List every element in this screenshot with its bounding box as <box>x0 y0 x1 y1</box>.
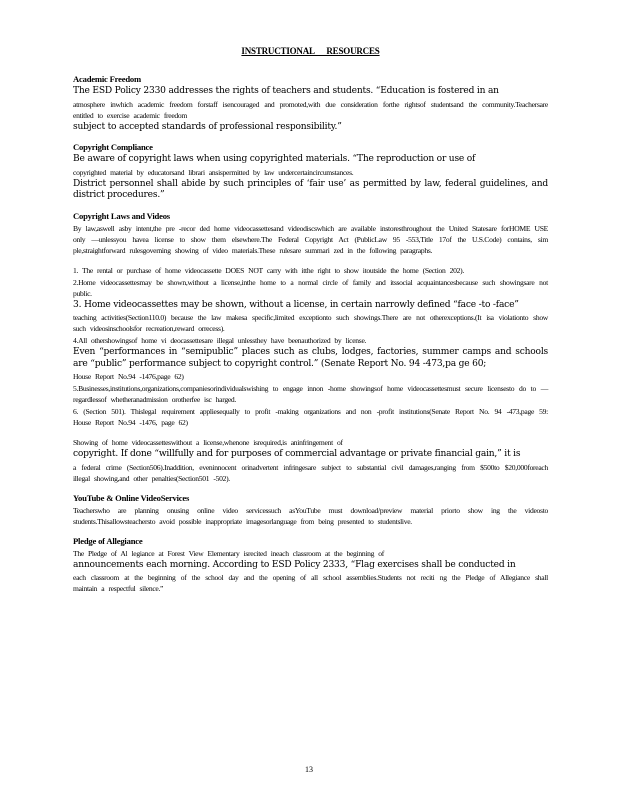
section-heading: Copyright Compliance <box>73 142 153 152</box>
paragraph-text: By law,aswell asby intent,the pre -recor ded home videocassettesand videodiscswhich are available instoresthroughout the United Statesare forHOME USE only —unlessyou havea license to show them elsewhere.The Federal Copyright Act (PublicLaw 95 -553,Title 17of the U.S.Code) contains, sim ple,straightforward rulesgoverning showing of video materials.These rulesare summari zed in the following paragraphs. <box>73 223 548 255</box>
paragraph-text: The Pledge of Al legiance at Forest View Elementary isrecited ineach classroom at the beginning of <box>73 548 384 558</box>
section-heading: YouTube & Online VideoServices <box>73 492 190 503</box>
paragraph-text: announcements each morning. According to ESD Policy 2333, “Flag exercises shall be conducted in <box>73 559 516 570</box>
page-number: 13 <box>305 765 313 774</box>
paragraph-text: 6. (Section 501). Thislegal requirement appliesequally to profit -making organizations and non -profit institutions(Senate Report No. 94 -473,page 59: House Report No.94 -1476, page 62) <box>73 407 548 427</box>
paragraph-spacer <box>73 429 548 437</box>
paragraph-text: The ESD Policy 2330 addresses the rights of teachers and students. “Education is fostered in an <box>73 86 499 96</box>
section <box>73 493 548 527</box>
paragraph-text: each classroom at the beginning of the school day and the opening of all school assemblies.Students not reciti ng the Pledge of Allegiance shall maintain a respectful silence.” <box>73 573 548 593</box>
paragraph-text: teaching activities(Section110.0) because the law makesa specific,limited exceptionto such showings.There are not otherexceptions.(It isa violationto show such videosinschoolsfor recreation,reward orrecess). <box>73 313 548 333</box>
section-heading: Copyright Laws and Videos <box>73 210 170 221</box>
paragraph-text: House Report No.94 -1476,page 62) <box>73 372 184 381</box>
paragraph-text: copyright. If done “willfully and for purposes of commercial advantage or private financial gain,” it is <box>73 449 521 459</box>
paragraph-text: 5.Businesses,institutions,organizations,companiesorindividualswishing to engage innon -home showingsof home videocassettesmust secure licensesto do to —regardlessof whetheranadmission orotherfee isc harged. <box>73 384 548 404</box>
paragraph-text: District personnel shall abide by such principles of ‘fair use’ as permitted by law, federal guidelines, and district procedures.” <box>73 178 548 200</box>
paragraph-text: Teacherswho are planning onusing online video servicessuch asYouTube must download/preview material priorto show ing the videosto students.Thisallowsteachersto avoid possible inappropriate imagesorlanguage from being presented to studentslive. <box>73 505 548 526</box>
paragraph-text: 1. The rental or purchase of home videocassette DOES NOT carry with itthe right to show itoutside the home (Section 202). <box>73 265 464 275</box>
document-body <box>73 74 548 594</box>
paragraph-text: subject to accepted standards of professional responsibility.” <box>73 121 342 132</box>
paragraph-text: 3. Home videocassettes may be shown, without a license, in certain narrowly defined “face -to -face” <box>73 299 519 310</box>
section-heading: Pledge of Allegiance <box>73 535 143 546</box>
section <box>73 142 548 202</box>
paragraph-text: 2.Home videocassettesmay be shown,without a license,inthe home to a normal circle of family and itssocial acquaintancesbecause such showingsare not public. <box>73 277 548 298</box>
paragraph-text: atmosphere inwhich academic freedom forstaff isencouraged and promoted,with due consideration forthe rightsof studentsand the community.Teachersare entitled to exercise academic freedom <box>73 99 548 120</box>
paragraph-text: Be aware of copyright laws when using copyrighted materials. “The reproduction or use of <box>73 154 476 164</box>
section <box>73 211 548 484</box>
paragraph-text: Showing of home videocassetteswithout a license,whenone isrequired,is aninfringement of <box>73 438 343 447</box>
section <box>73 74 548 133</box>
document-title: INSTRUCTIONAL RESOURCES <box>241 46 380 56</box>
section-heading: Academic Freedom <box>73 74 141 84</box>
paragraph-text: copyrighted material by educatorsand librari ansispermitted by law undercertaincircumstances. <box>73 167 354 177</box>
paragraph-spacer <box>73 257 548 265</box>
paragraph-text: Even “performances in “semipublic” places such as clubs, lodges, factories, summer camps and schools are “public” performance subject to copyright control.” (Senate Report No. 94 -473,pa ge 60; <box>73 347 548 369</box>
paragraph-text: a federal crime (Section506).Inaddition, eveninnocent orinadvertent infringesare subject to substantial civil damages,ranging from $500to $20,000foreach illegal showing,and other penalties(Section501 -502). <box>73 462 548 483</box>
paragraph-text: 4.All othershowingsof home vi deocassettesare illegal unlessthey have beenauthorized by license. <box>73 336 367 345</box>
section <box>73 536 548 595</box>
